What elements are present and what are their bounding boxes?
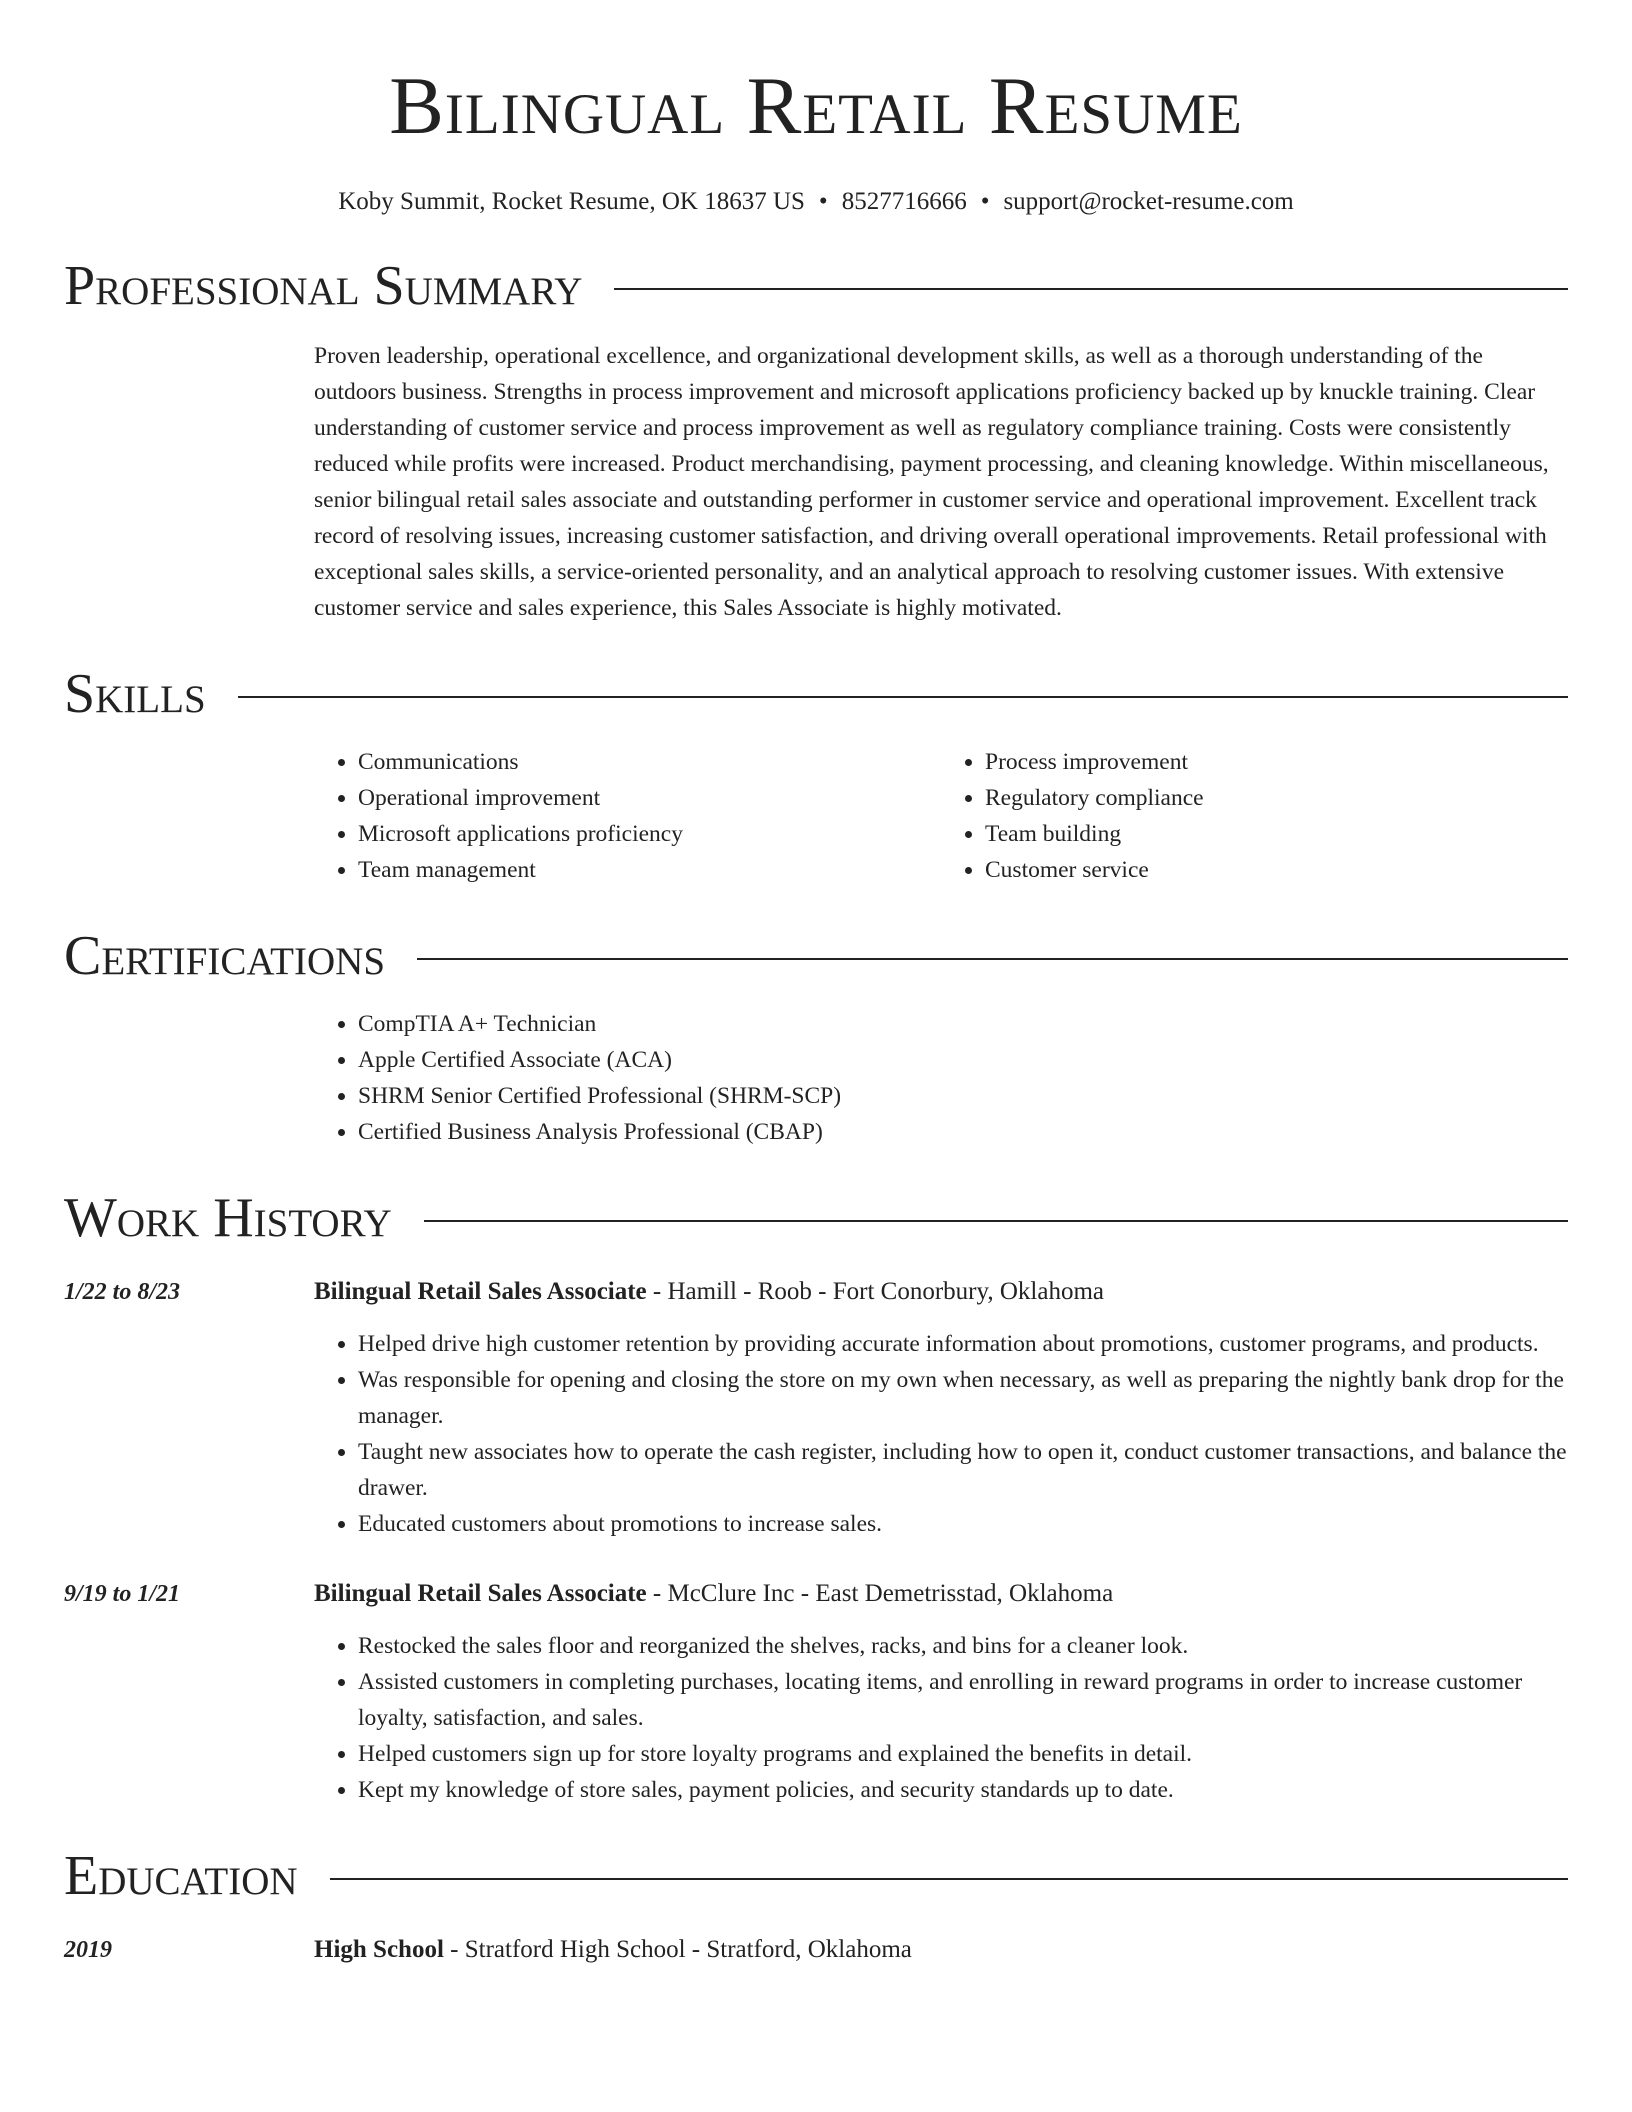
section-divider <box>614 288 1568 290</box>
certification-item: • Apple Certified Associate (ACA) <box>358 1042 1568 1078</box>
job-bullet: • Kept my knowledge of store sales, payment policies, and security standards up to date. <box>358 1772 1568 1808</box>
summary-text: Proven leadership, operational excellence, and organizational development skills, as well as a thorough understanding of the outdoors business. Strengths in process improvement and microsoft applications proficiency backed up by knuckle training. Clear understanding of customer service and process improvement as well as regulatory compliance training. Costs were consistently reduced while profits were increased. Product merchandising, payment processing, and cleaning knowledge. Within miscellaneous, senior bilingual retail sales associate and outstanding performer in customer service and operational improvement. Excellent track record of resolving issues, increasing customer satisfaction, and driving overall operational improvements. Retail professional with exceptional sales skills, a service-oriented personality, and an analytical approach to resolving customer issues. With extensive customer service and sales experience, this Sales Associate is highly motivated. <box>314 343 1549 621</box>
skill-item: • Operational improvement <box>358 780 941 816</box>
skill-item: • Microsoft applications proficiency <box>358 816 941 852</box>
contact-separator: • <box>980 188 990 215</box>
section-title-certifications: Certifications <box>64 925 386 987</box>
job-entry <box>64 1576 1568 1808</box>
contact-line <box>64 186 1568 218</box>
job-bullet: • Educated customers about promotions to increase sales. <box>358 1506 1568 1542</box>
job-title: Bilingual Retail Sales Associate <box>314 1278 647 1305</box>
job-title: Bilingual Retail Sales Associate <box>314 1580 647 1607</box>
certifications-list <box>314 1006 1568 1150</box>
skill-item: • Regulatory compliance <box>985 780 1568 816</box>
section-header-skills <box>64 660 1568 728</box>
contact-email: support@rocket-resume.com <box>1003 188 1294 215</box>
certification-item: • SHRM Senior Certified Professional (SHRM-SCP) <box>358 1078 1568 1114</box>
contact-address: Koby Summit, Rocket Resume, OK 18637 US <box>338 188 805 215</box>
job-dates: 1/22 to 8/23 <box>64 1279 181 1305</box>
contact-separator: • <box>818 188 828 215</box>
resume-title: Bilingual Retail Resume <box>389 60 1243 151</box>
education-entry <box>64 1932 1568 1968</box>
section-header-certifications <box>64 922 1568 990</box>
job-bullets <box>314 1628 1568 1808</box>
skills-list <box>314 744 1568 888</box>
job-entry <box>64 1274 1568 1542</box>
section-title-skills: Skills <box>64 663 206 725</box>
education-degree: High School <box>314 1936 444 1963</box>
job-bullet: • Restocked the sales floor and reorganized the shelves, racks, and bins for a cleaner look. <box>358 1628 1568 1664</box>
section-divider <box>238 696 1568 698</box>
education-school: - Stratford High School - Stratford, Oklahoma <box>443 1936 912 1963</box>
job-bullet: • Helped drive high customer retention by providing accurate information about promotions, customer programs, and products. <box>358 1326 1568 1362</box>
job-employer: - Hamill - Roob - Fort Conorbury, Oklahoma <box>646 1278 1105 1305</box>
job-bullet: • Was responsible for opening and closing the store on my own when necessary, as well as preparing the nightly bank drop for the manager. <box>358 1362 1568 1434</box>
section-divider <box>417 958 1568 960</box>
skill-item: • Team building <box>985 816 1568 852</box>
certification-item: • CompTIA A+ Technician <box>358 1006 1568 1042</box>
job-bullet: • Helped customers sign up for store loyalty programs and explained the benefits in detail. <box>358 1736 1568 1772</box>
job-heading <box>314 1274 1568 1310</box>
skills-column-right <box>941 744 1568 888</box>
certification-item: • Certified Business Analysis Professional (CBAP) <box>358 1114 1568 1150</box>
section-title-work-history: Work History <box>64 1187 392 1249</box>
section-header-work-history <box>64 1184 1568 1252</box>
job-bullet: • Assisted customers in completing purchases, locating items, and enrolling in reward programs in order to increase customer loyalty, satisfaction, and sales. <box>358 1664 1568 1736</box>
section-header-education <box>64 1842 1568 1910</box>
section-header-summary <box>64 252 1568 320</box>
skill-item: • Process improvement <box>985 744 1568 780</box>
skill-item: • Customer service <box>985 852 1568 888</box>
education-heading <box>314 1932 1568 1968</box>
contact-phone: 8527716666 <box>841 188 967 215</box>
job-dates: 9/19 to 1/21 <box>64 1581 181 1607</box>
job-heading <box>314 1576 1568 1612</box>
section-title-summary: Professional Summary <box>64 255 583 317</box>
job-employer: - McClure Inc - East Demetrisstad, Oklahoma <box>646 1580 1114 1607</box>
section-title-education: Education <box>64 1845 298 1907</box>
education-year: 2019 <box>64 1937 112 1963</box>
section-divider <box>330 1878 1568 1880</box>
skill-item: • Team management <box>358 852 941 888</box>
job-bullet: • Taught new associates how to operate the cash register, including how to open it, conduct customer transactions, and balance the drawer. <box>358 1434 1568 1506</box>
skills-column-left <box>314 744 941 888</box>
skill-item: • Communications <box>358 744 941 780</box>
section-divider <box>424 1220 1568 1222</box>
job-bullets <box>314 1326 1568 1542</box>
